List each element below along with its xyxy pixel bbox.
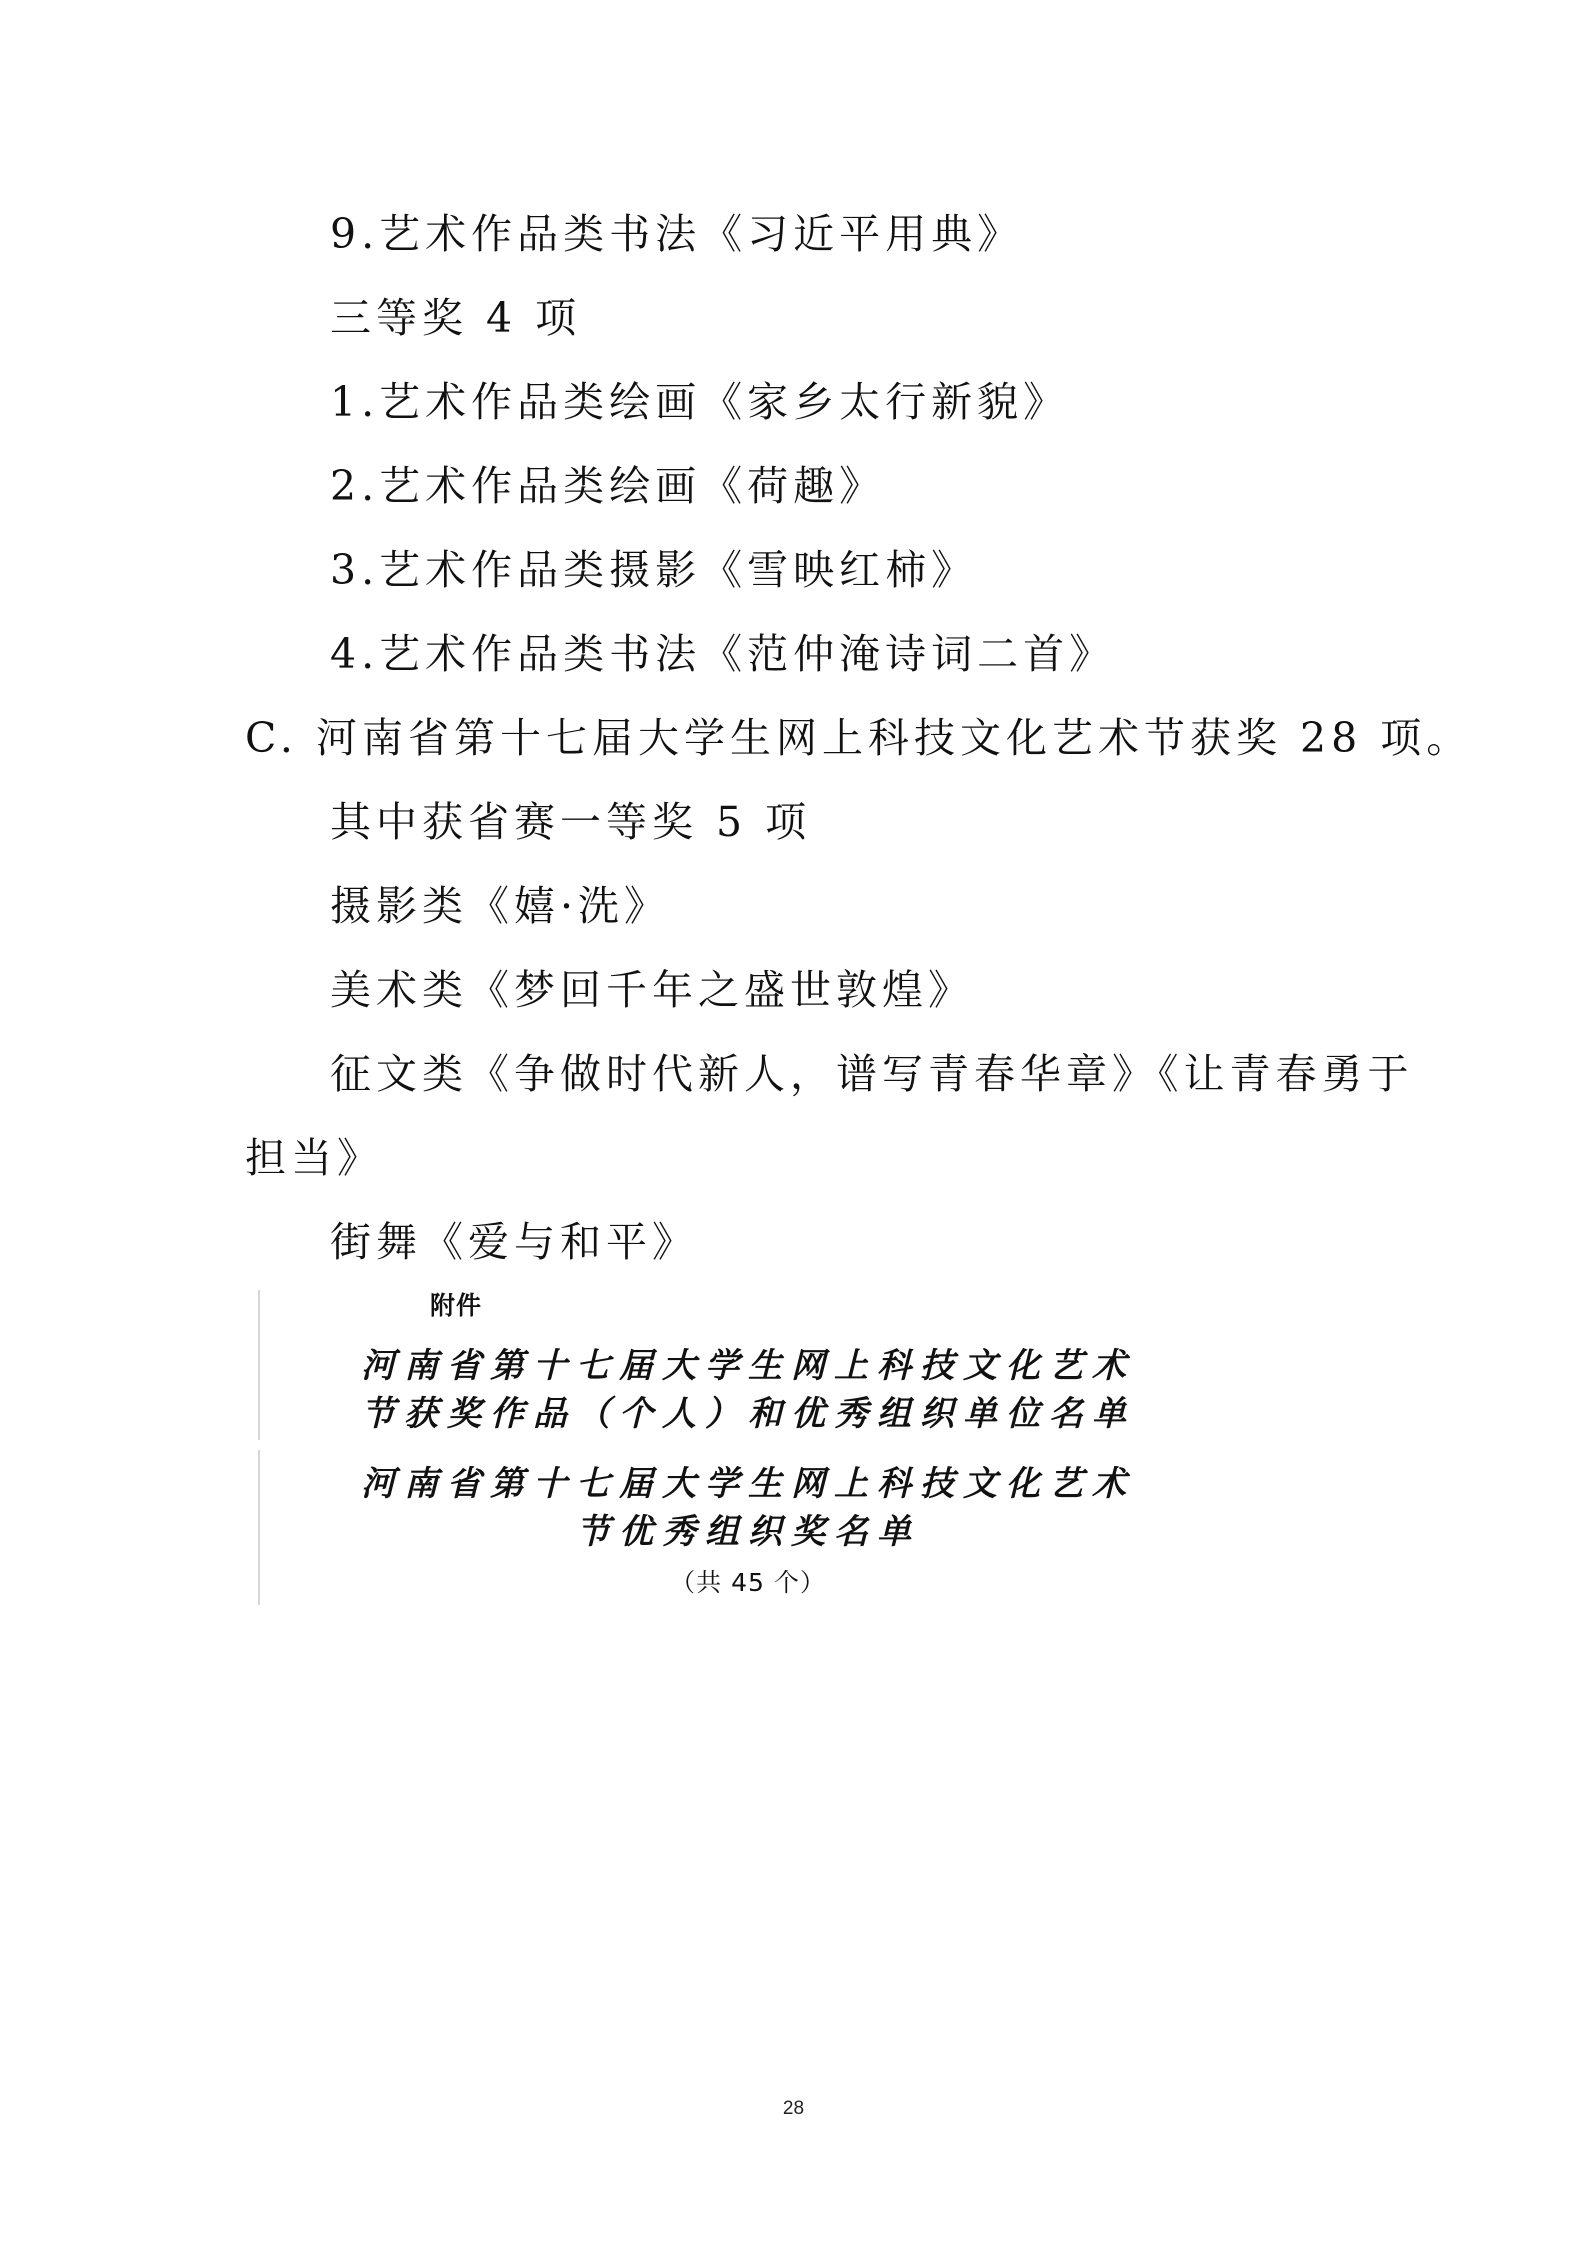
section-c-heading: C. 河南省第十七届大学生网上科技文化艺术节获奖 28 项。 xyxy=(245,714,1473,762)
attachment-label: 附件 xyxy=(430,1292,483,1320)
attachment-heading-1-line-1: 河南省第十七届大学生网上科技文化艺术 xyxy=(361,1346,1135,1386)
attachment-image xyxy=(258,1280,1238,1610)
body-line-painting-2: 2.艺术作品类绘画《荷趣》 xyxy=(330,462,886,510)
body-line-calligraphy-9: 9.艺术作品类书法《习近平用典》 xyxy=(330,210,1024,258)
attachment-count: （共 45 个） xyxy=(670,1568,826,1597)
body-line-essay-continuation: 担当》 xyxy=(245,1134,383,1182)
body-line-photography-3: 3.艺术作品类摄影《雪映红柿》 xyxy=(330,546,978,594)
attachment-heading-2 xyxy=(258,1460,1238,1556)
body-line-painting-1: 1.艺术作品类绘画《家乡太行新貌》 xyxy=(330,378,1070,426)
body-line-art-category: 美术类《梦回千年之盛世敦煌》 xyxy=(330,966,974,1014)
first-prize-heading: 其中获省赛一等奖 5 项 xyxy=(330,798,812,846)
body-line-calligraphy-4: 4.艺术作品类书法《范仲淹诗词二首》 xyxy=(330,630,1116,678)
body-line-street-dance: 街舞《爱与和平》 xyxy=(330,1218,698,1266)
attachment-heading-1-line-2: 节获奖作品（个人）和优秀组织单位名单 xyxy=(361,1394,1135,1434)
body-line-photography-category: 摄影类《嬉·洗》 xyxy=(330,882,671,930)
third-prize-heading: 三等奖 4 项 xyxy=(330,294,582,342)
attachment-heading-2-line-2: 节优秀组织奖名单 xyxy=(576,1512,920,1552)
page-number: 28 xyxy=(782,2098,805,2119)
attachment-heading-1 xyxy=(258,1342,1238,1438)
body-line-essay-category: 征文类《争做时代新人，谱写青春华章》《让青春勇于 xyxy=(330,1050,1414,1098)
attachment-heading-2-line-1: 河南省第十七届大学生网上科技文化艺术 xyxy=(361,1464,1135,1504)
